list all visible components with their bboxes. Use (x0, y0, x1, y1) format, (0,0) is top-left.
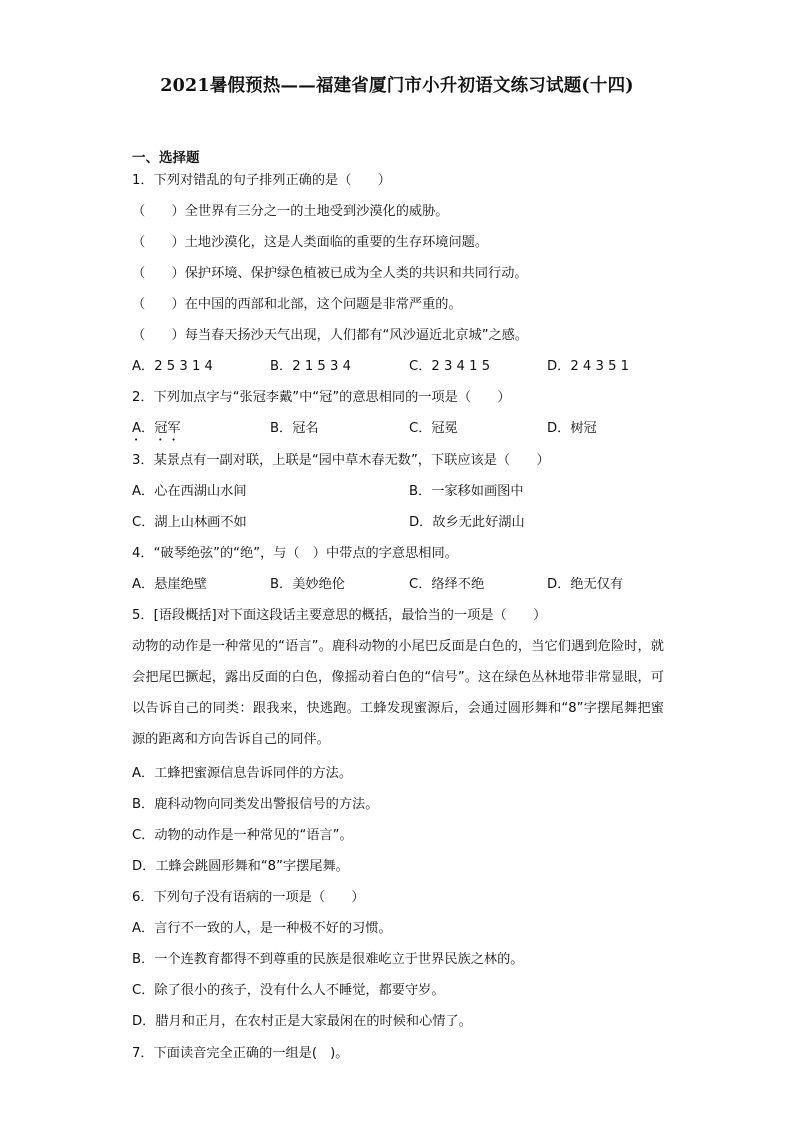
question-7-stem: 7．下面读音完全正确的一组是( )。 (132, 1046, 349, 1061)
question-4-stem: 4．“破琴绝弦”的“绝”，与（ ）中带点的字意思相同。 (132, 546, 458, 561)
question-3-option-c: C．湖上山林画不如 (132, 515, 247, 530)
question-1-option-c: C．2 3 4 1 5 (409, 359, 491, 374)
question-1-sentence: （ ）全世界有三分之一的土地受到沙漠化的威胁。 (132, 204, 449, 219)
question-2-option-b: B．冠名 (270, 421, 319, 436)
question-3-option-a: A．心在西湖山水间 (132, 484, 247, 499)
question-1-sentence: （ ）在中国的西部和北部，这个问题是非常严重的。 (132, 297, 462, 312)
question-5-stem: 5．[语段概括]对下面这段话主要意思的概括，最恰当的一项是（ ） (132, 608, 547, 623)
question-6-option-d: D．腊月和正月，在农村正是大家最闲在的时候和心情了。 (132, 1014, 472, 1029)
question-4-option-d: D．绝无仅有 (547, 577, 624, 592)
question-6-option-c: C．除了很小的孩子，没有什么人不睡觉，都要守岁。 (132, 983, 445, 998)
question-1-stem: 1．下列对错乱的句子排列正确的是（ ） (132, 173, 391, 188)
question-4-option-c: C．络绎不绝 (409, 577, 485, 592)
question-3-option-b: B．一家移如画图中 (409, 484, 524, 499)
question-5-paragraph-text: 动物的动作是一种常见的“语言”。鹿科动物的小尾巴反面是白色的，当它们遇到危险时，就会把尾巴撅起，露出反面的白色，像摇动着白色的“信号”。这在绿色丛林地带非常显眼，可以告诉自己的同类：跟我来，快逃跑。工蜂发现蜜源后，会通过圆形舞和“8”字摆尾舞把蜜源的距离和方向告诉自己的同伴。 (132, 639, 664, 747)
question-5-paragraph (132, 631, 664, 755)
page-title: 2021暑假预热——福建省厦门市小升初语文练习试题(十四) (160, 76, 634, 96)
question-1-option-b: B．2 1 5 3 4 (270, 359, 351, 374)
question-5-option-c: C．动物的动作是一种常见的“语言”。 (132, 828, 353, 843)
question-1-sentence: （ ）每当春天扬沙天气出现，人们都有“风沙逼近北京城”之感。 (132, 328, 529, 343)
question-1-option-a: A．2 5 3 1 4 (132, 359, 213, 374)
question-3-option-d: D．故乡无此好湖山 (409, 515, 525, 530)
question-2-option-c: C．冠冕 (409, 421, 458, 436)
question-2-option-d: D．树冠 (547, 421, 597, 436)
question-6-stem: 6．下列句子没有语病的一项是（ ） (132, 890, 365, 905)
question-5-option-d: D．工蜂会跳圆形舞和“8”字摆尾舞。 (132, 859, 349, 874)
question-6-option-a: A．言行不一致的人，是一种极不好的习惯。 (132, 921, 392, 936)
section-heading: 一、选择题 (132, 150, 200, 166)
question-5-option-a: A．工蜂把蜜源信息告诉同伴的方法。 (132, 766, 353, 781)
question-6-option-b: B．一个连教育都得不到尊重的民族是很难屹立于世界民族之林的。 (132, 952, 524, 967)
question-1-option-d: D．2 4 3 5 1 (547, 359, 630, 374)
question-2-stem: 2．下列加点字与“张冠李戴”中“冠”的意思相同的一项是（ ） (132, 390, 511, 405)
question-1-sentence: （ ）土地沙漠化，这是人类面临的重要的生存环境问题。 (132, 235, 489, 250)
question-1-sentence: （ ）保护环境、保护绿色植被已成为全人类的共识和共同行动。 (132, 266, 528, 281)
question-2-option-a: A．冠军 (132, 421, 181, 436)
question-4-option-a: A．悬崖绝壁 (132, 577, 207, 592)
question-3-stem: 3．某景点有一副对联，上联是“园中草木春无数”，下联应该是（ ） (132, 453, 550, 468)
question-4-option-b: B．美妙绝伦 (270, 577, 345, 592)
question-5-option-b: B．鹿科动物向同类发出警报信号的方法。 (132, 797, 379, 812)
